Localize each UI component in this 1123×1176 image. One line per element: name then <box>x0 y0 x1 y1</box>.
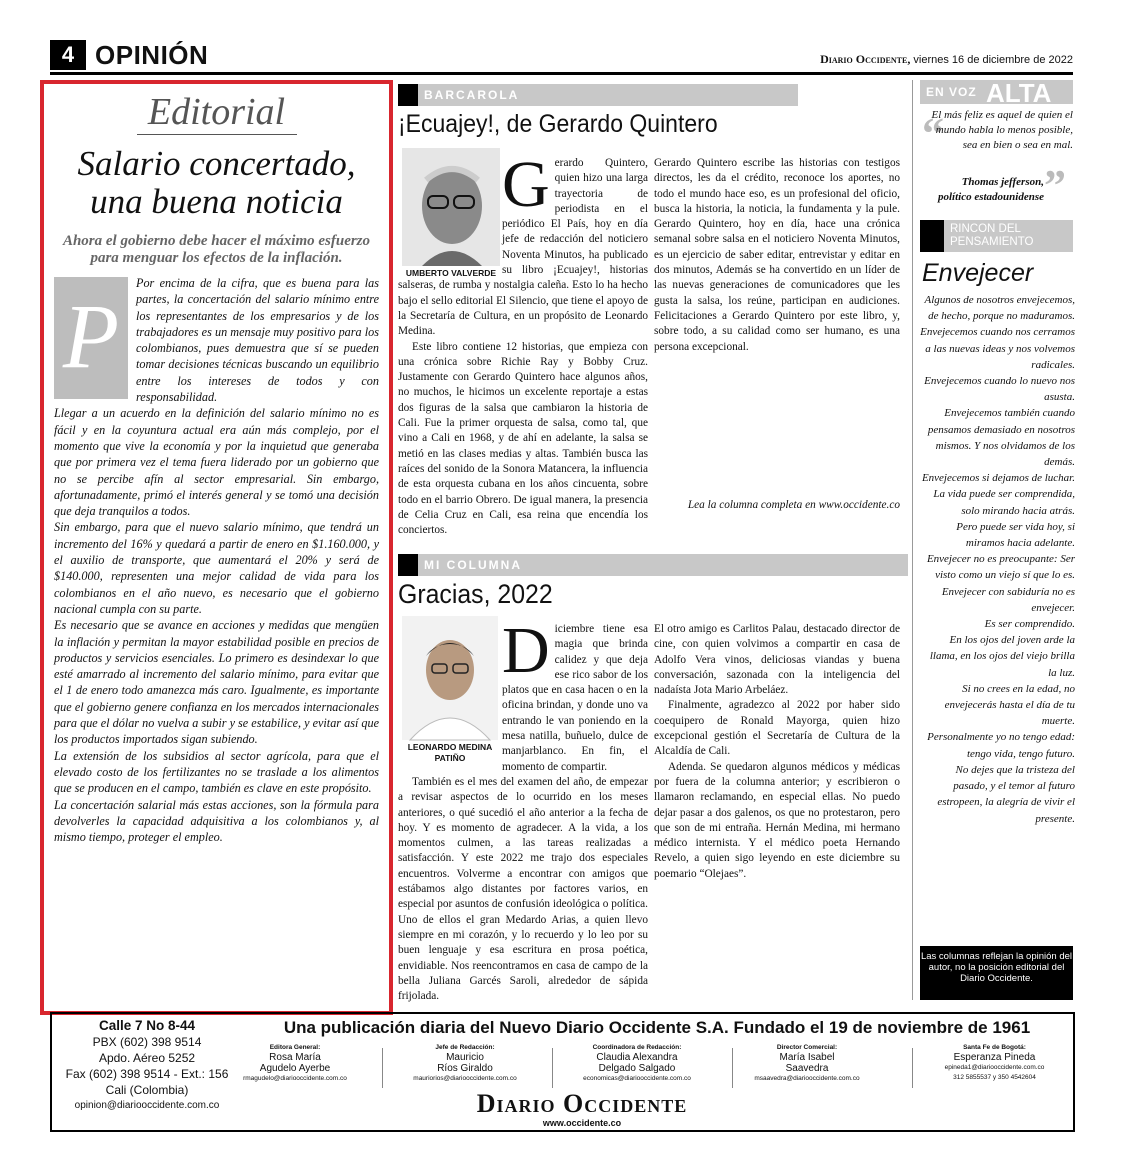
kicker-block <box>920 220 944 252</box>
rincon-title: Envejecer <box>922 259 1034 287</box>
micolumna-title: Gracias, 2022 <box>398 579 553 609</box>
editorial-label-rule <box>137 134 297 135</box>
staff-jefe <box>390 1044 540 1084</box>
page-number: 4 <box>50 40 86 70</box>
staff-role: Director Comercial: <box>776 1044 838 1051</box>
en-voz-alta-label: EN VOZ <box>926 85 977 99</box>
staff-separator <box>912 1048 913 1088</box>
micolumna-drop-cap: D <box>502 614 550 687</box>
rincon-paragraph: Personalmente yo no tengo edad: tengo vida, tengo futuro. <box>927 731 1075 760</box>
editorial-subtitle: Ahora el gobierno debe hacer el máximo esfuerzo para menguar los efectos de la inflación. <box>62 233 371 266</box>
diario-logo <box>452 1090 712 1128</box>
logo-name: Diario Occidente <box>476 1089 688 1118</box>
micolumna-kicker-label: MI COLUMNA <box>424 558 522 572</box>
dateline-brand: Diario Occidente, <box>820 52 911 66</box>
staff-bogota <box>922 1044 1067 1083</box>
barcarola-title: ¡Ecuajey!, de Gerardo Quintero <box>398 110 718 138</box>
masthead-footer <box>50 1012 1075 1132</box>
quote-text: El más feliz es aquel de quien el mundo habla lo menos posible, sea en bien o sea en mal. <box>931 109 1073 151</box>
staff-name: Saavedra <box>785 1063 829 1074</box>
micolumna-col-2 <box>654 622 900 990</box>
disclaimer-box: Las columnas reflejan la opinión del autor, no la posición editorial del Diario Occidente. <box>920 946 1073 1000</box>
editorial-box <box>40 80 393 1015</box>
photo-spacer <box>398 622 502 770</box>
staff-comercial <box>732 1044 882 1084</box>
staff-name: Rosa María <box>269 1052 321 1063</box>
address-city: Cali (Colombia) <box>105 1083 189 1097</box>
barcarola-drop-cap: G <box>502 148 550 221</box>
photo-spacer <box>398 156 502 276</box>
address-email: opinion@diariooccidente.com.co <box>74 1100 220 1111</box>
micolumna-paragraph: El otro amigo es Carlitos Palau, destacado director de cine, con quien volvimos a compartir en casa de Adolfo Vera vinos, deliciosas viandas y buena conversación, sazonada con la inteligencia del nadaísta Jota Mario Arbeláez. <box>654 623 900 697</box>
barcarola-author-caption: UMBERTO VALVERDE <box>405 268 497 278</box>
rincon-kicker <box>920 220 1073 252</box>
micolumna-paragraph: Adenda. Se quedaron algunos médicos y médicas por fuera de la columna anterior; y escribieron o llamaron reclamando, en especial ellas. No puedo dejar pasar a dos galenos, os que no protestaron, pero que son de mi entraña. Hernán Medina, mi hermano médico internista. Y el médico poeta Hernando Revelo, a quien sigo leyendo en este diciembre su poemario “Olejaes”. <box>654 760 900 880</box>
rincon-paragraph: Envejecemos cuando lo nuevo nos asusta. <box>924 375 1075 404</box>
micolumna-col-1 <box>398 614 648 1003</box>
rincon-paragraph: Algunos de nosotros envejecemos, de hecho, porque no maduramos. <box>924 294 1075 323</box>
staff-role: Santa Fe de Bogotá: <box>963 1044 1026 1051</box>
staff-email: rmagudelo@diariooccidente.com.co <box>243 1075 347 1082</box>
barcarola-kicker <box>398 84 798 106</box>
column-divider <box>912 80 913 1000</box>
staff-separator <box>382 1048 383 1088</box>
rincon-paragraph: Envejecemos también cuando pensamos demasiado en nosotros mismos. Y nos olvidamos de los demás. <box>927 407 1075 469</box>
staff-name: Ríos Giraldo <box>437 1063 493 1074</box>
barcarola-col-2 <box>654 156 900 484</box>
staff-email: msaavedra@diariooccidente.com.co <box>754 1075 860 1082</box>
barcarola-closing: Lea la columna completa en www.occidente.co <box>687 499 900 511</box>
open-quote-icon: “ <box>922 109 944 158</box>
en-voz-alta-header <box>920 78 1073 108</box>
editorial-paragraph: La concertación salarial más estas acciones, son la fórmula para devolverles la capacidad adquisitiva a los colombianos y, al mismo tiempo, proteger el empleo. <box>54 797 379 845</box>
close-quote-icon: ” <box>1044 161 1066 210</box>
section-title: OPINIÓN <box>95 40 209 70</box>
barcarola-col-1 <box>398 148 648 537</box>
rincon-paragraph: La vida puede ser comprendida, solo mirando hacia atrás. <box>933 488 1075 517</box>
micolumna-kicker <box>398 554 908 576</box>
rincon-paragraph: En los ojos del joven arde la llama, en los ojos del viejo brilla la luz. <box>929 634 1075 679</box>
editorial-paragraph: Es necesario que se avance en acciones y medidas que mengüen la inflación y permitan la mayor estabilidad posible en precios de productos y servicios esenciales. Lo primero es desindexar lo que esté amarrado al incremento del salario mínimo, para evitar que el 1 de enero todo amanezca más caro. Igualmente, es importante que el gobierno genere confianza en los mercados internacionales para que el dólar no vuelva a subir y se estabilice, y evitar así que los productos importados sigan subiendo. <box>54 618 379 747</box>
staff-email: economicas@diariooccidente.com.co <box>583 1075 691 1082</box>
micolumna-paragraph: iciembre tiene esa magia que brinda calidez y que deja ese rico sabor de los platos que en casa hacen o en la oficina brindan, y donde uno va entrando le van poniendo en la mesa natilla, buñuelo, dulce de manjarblanco. En fin, el momento de compartir. <box>502 623 648 773</box>
staff-name: Esperanza Pineda <box>953 1052 1036 1063</box>
kicker-block <box>398 554 418 576</box>
micolumna-author-caption: LEONARDO MEDINA PATIÑO <box>407 742 493 763</box>
kicker-block <box>398 84 418 106</box>
staff-role: Jefe de Redacción: <box>435 1044 495 1051</box>
micolumna-paragraph: También es el mes del examen del año, de empezar a revisar aspectos de lo ocurrido en los meses anteriores, o qué sucedió el año anterior a la fecha de hoy. Y es momento de agradecer. A la vida, a los momentos culmen, a las tareas realizadas a satisfacción. Y este 2022 me trajo dos especiales encuentros. Volverme a encontrar con amigos que estábamos algo distantes por factores varios, en especial por asuntos de confusión ideológica o política. Uno de ellos el gran Medardo Arias, a quien llevo siempre en mi corazón, y lo recuerdo y lo leo por su buen lenguaje y esa escritura en prosa poética, envidiable. Nos reencontramos en casa de campo de la bella Juliana Garcés Saroli, alrededor de sápida frijolada. <box>398 775 648 1003</box>
editorial-paragraph: Por encima de la cifra, que es buena para las partes, la concertación del salario mínimo entre los representantes de los empresarios y de los trabajadores es un mensaje muy positivo para los colombianos, pues demuestra que sí se pueden tomar decisiones técnicas buscando un equilibrio entre los intereses de todos y con responsabilidad. <box>136 276 379 405</box>
rincon-paragraph: Pero puede ser vida hoy, si miramos hacia adelante. <box>956 520 1075 550</box>
logo-url: www.occidente.co <box>542 1118 622 1128</box>
address-fax: Fax (602) 398 9514 - Ext.: 156 <box>65 1067 229 1081</box>
rincon-paragraph: Envejecer no es preocupante: Ser visto como un viejo sí que lo es. <box>926 553 1075 582</box>
staff-name: María Isabel <box>779 1052 835 1063</box>
staff-editora <box>220 1044 370 1084</box>
rincon-paragraph: Si no crees en la edad, no envejecerás hasta el día de tu muerte. <box>944 682 1075 728</box>
address-pbx: PBX (602) 398 9514 <box>92 1035 202 1049</box>
rincon-body <box>920 292 1075 827</box>
staff-email: epineda1@diariooccidente.com.co <box>944 1064 1045 1071</box>
quote-author: Thomas jefferson, político estadounidense <box>937 176 1044 203</box>
dateline-date: viernes 16 de diciembre de 2022 <box>913 54 1073 66</box>
staff-phone: 312 5855537 y 350 4542604 <box>953 1074 1036 1081</box>
editorial-label: Editorial <box>147 91 286 133</box>
rincon-paragraph: No dejes que la tristeza del pasado, y el temor al futuro estropeen, la alegría de vivir el presente. <box>937 763 1075 825</box>
footer-address <box>52 1018 242 1114</box>
staff-coordinadora <box>562 1044 712 1084</box>
editorial-drop-cap: P <box>54 277 128 399</box>
staff-name: Agudelo Ayerbe <box>259 1063 331 1074</box>
staff-name: Mauricio <box>446 1052 484 1063</box>
rincon-paragraph: Envejecemos si dejamos de luchar. <box>921 472 1075 485</box>
staff-role: Editora General: <box>269 1044 321 1051</box>
editorial-title: Salario concertado, una buena noticia <box>77 144 356 221</box>
rincon-kicker-label: RINCON DEL PENSAMIENTO <box>950 223 1034 248</box>
address-apdo: Apdo. Aéreo 5252 <box>98 1051 196 1065</box>
barcarola-paragraph: Este libro contiene 12 historias, que empieza con una crónica sobre Richie Ray y Bobby Cruz. Justamente con Gerardo Quintero hace algunos años, no muchos, le hicimos un excelente reportaje a estas dos figuras de la salsa que cambiaron la historia de Cali. Fue la primer orquesta de salsa, como tal, que vino a Cali en 1968, y de ahí en adelante, la salsa se metió en las clases medias y altas. También busca las raíces del sonido de la Sonora Matancera, la influencia de esta orquesta cubana en los años cincuenta, sobre todo en el barrio Obrero. De igual manera, la presencia de Celia Cruz en Cali, esa reina que encendía los conciertos. <box>398 340 648 537</box>
micolumna-paragraph: Finalmente, agradezco al 2022 por haber sido coequipero de Ronald Mayorga, quien hizo excepcional gestión el Secretaría de Cultura de la Alcaldía de Cali. <box>654 699 900 758</box>
editorial-paragraph: Sin embargo, para que el nuevo salario mínimo, que tendrá un incremento del 16% y quedará a partir de enero en $1.160.000, y el auxilio de transporte, que aumentará el 20% y será de $140.000, representen una mejor calidad de vida para los colombianos en el año nuevo, es necesario que el gobierno nacional cumpla con su parte. <box>54 520 379 616</box>
barcarola-paragraph: Gerardo Quintero escribe las historias con testigos directos, les da el crédito, reconoce los aportes, no todo el mundo hace eso, es un profesional del oficio, busca la historia, la noticia, la fundamenta y la pule. Gerardo Quintero, hoy en día, hace una crónica semanal sobre salsa en el noticiero Noventa Minutos, es un ejercicio de saber editar, entrevistar y editar en dos minutos, Además se ha convertido en un líder de las nuevas generaciones de comunicadores que les gusta la salsa, los reúne, participan en audiciones. Felicitaciones a Gerardo Quintero por este libro, y, sobre todo, a su calidad como ser humano, es una persona excepcional. <box>654 157 900 353</box>
barcarola-paragraph: erardo Quintero, quien hizo una larga trayectoria de periodista en el periódico El País, hoy en día jefe de redacción del noticiero Noventa Minutos, ha publicado su libro ¡Ecuajey!, historias salseras, de rumba y nostalgia caleña. Esto lo ha hecho bajo el sello editorial El Silencio, que tiene el apoyo de la Secretaría de Cultura, en un propósito de Leonardo Medina. <box>398 157 648 338</box>
en-voz-alta-big-label: ALTA <box>986 78 1052 108</box>
staff-separator <box>552 1048 553 1088</box>
editorial-paragraph: La extensión de los subsidios al sector agrícola, para que el elevado costo de los fertilizantes no se traslade a los alimentos que se producen en el campo, también es clave en este propósito. <box>54 748 379 796</box>
header-rule <box>50 72 1073 75</box>
rincon-paragraph: Envejecer con sabiduría no es envejecer. <box>941 585 1075 614</box>
staff-email: mauriorios@diariooccidente.com.co <box>413 1075 517 1082</box>
staff-role: Coordinadora de Redacción: <box>592 1044 682 1051</box>
rincon-paragraph: Envejecemos cuando nos cerramos a las nuevas ideas y nos volvemos radicales. <box>920 326 1075 371</box>
address-street: Calle 7 No 8-44 <box>98 1018 196 1033</box>
staff-name: Claudia Alexandra <box>596 1052 678 1063</box>
editorial-paragraph: Llegar a un acuerdo en la definición del salario mínimo no es fácil y en la coyuntura actual era aún más complejo, por el momento que vive la economía y por la inquietud que generaba que por primera vez el tema fuera liderado por un gobierno que no se percibe afín al sector empresarial. Sin embargo, afortunadamente, primó el interés general y se tomó una decisión que deja tranquilos a todos. <box>54 406 379 519</box>
footer-headline: Una publicación diaria del Nuevo Diario Occidente S.A. Fundado el 19 de noviembre de 1961 <box>283 1018 1031 1037</box>
dateline <box>820 52 1073 67</box>
staff-name: Delgado Salgado <box>598 1063 676 1074</box>
rincon-paragraph: Es ser comprendido. <box>984 618 1075 631</box>
barcarola-kicker-label: BARCAROLA <box>424 88 520 102</box>
editorial-body <box>54 275 379 845</box>
